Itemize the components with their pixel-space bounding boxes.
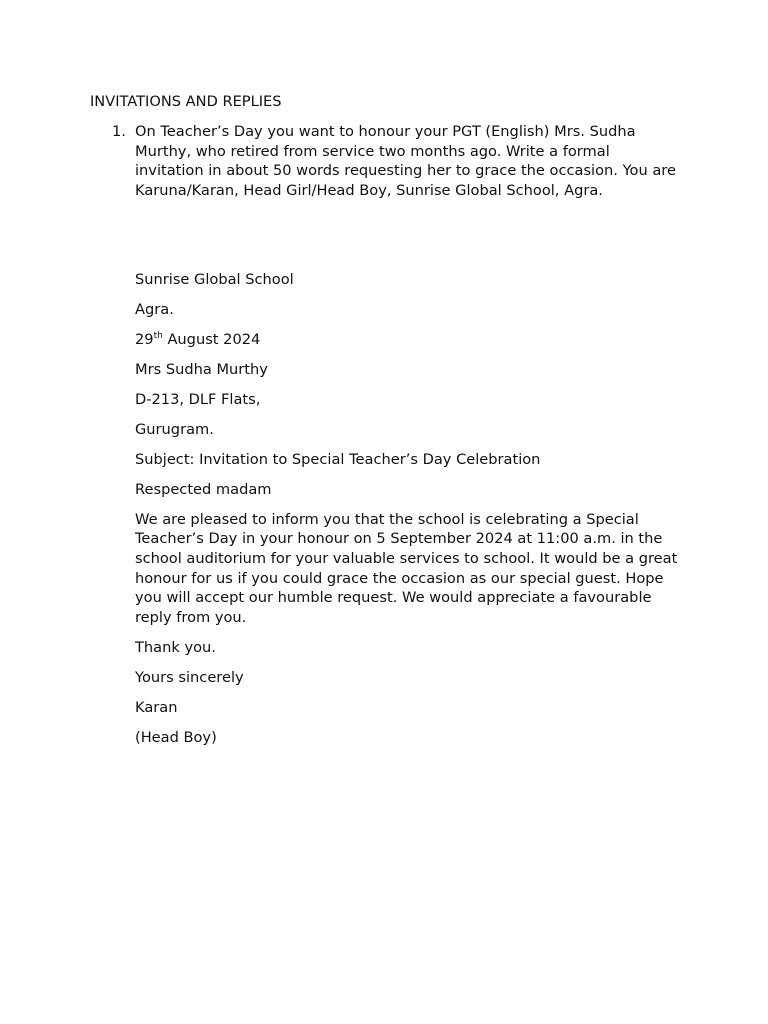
- document-heading: INVITATIONS AND REPLIES: [90, 93, 282, 110]
- date-rest: August 2024: [162, 330, 261, 348]
- letter-paragraph: We are pleased to inform you that the school is celebrating a Special Teacher’s Day in your honour on 5 September 2024 at 11:00 a.m. in the school auditorium for your valuable services to school. It would be a great honour for us if you could grace the occasion as our special guest. Hope you will accept our humble request. We would appreciate a favourable reply from you.: [135, 510, 678, 626]
- letter-salutation: Respected madam: [135, 480, 272, 498]
- letter-signature: Karan: [135, 698, 178, 716]
- recipient-name: Mrs Sudha Murthy: [135, 360, 268, 378]
- letter-designation: (Head Boy): [135, 728, 217, 746]
- date-suffix: th: [153, 330, 163, 341]
- recipient-city: Gurugram.: [135, 420, 214, 438]
- recipient-address: D-213, DLF Flats,: [135, 390, 261, 408]
- sender-city: Agra.: [135, 300, 174, 318]
- sender-name: Sunrise Global School: [135, 271, 294, 288]
- letter-subject: Subject: Invitation to Special Teacher’s Day Celebration: [135, 450, 541, 468]
- question-number: 1.: [112, 123, 126, 140]
- letter-body: [135, 270, 680, 758]
- question-text: On Teacher’s Day you want to honour your PGT (English) Mrs. Sudha Murthy, who retired from service two months ago. Write a formal invitation in about 50 words requesting her to grace the occasion. You are Karuna/Karan, Head Girl/Head Boy, Sunrise Global School, Agra.: [135, 123, 676, 199]
- letter-date: [135, 330, 680, 350]
- date-day: 29: [135, 330, 154, 348]
- letter-thanks: Thank you.: [135, 638, 216, 656]
- letter-closing: Yours sincerely: [135, 668, 244, 686]
